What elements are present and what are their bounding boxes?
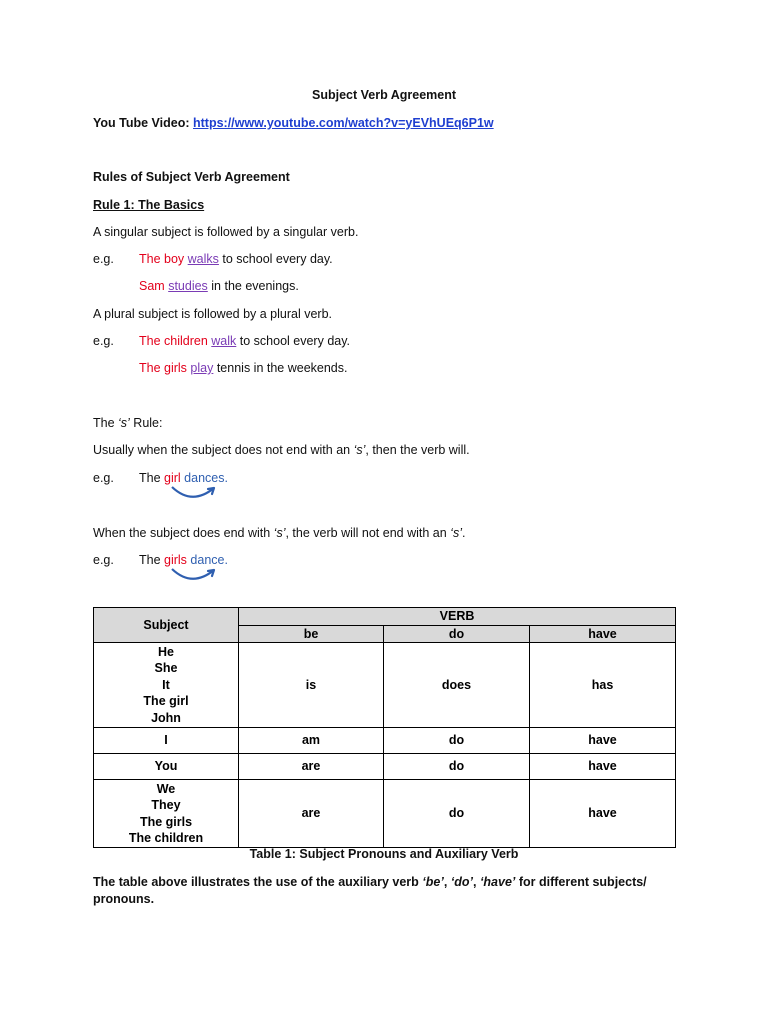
- subject-entry: I: [164, 733, 168, 748]
- example-verb: walk: [211, 334, 237, 348]
- example-sentence: [139, 279, 299, 293]
- video-line: [93, 116, 494, 130]
- subject-cell: [94, 780, 239, 848]
- eg-label: e.g.: [93, 252, 114, 266]
- s-rule-line2-pre: When the subject does end with: [93, 526, 274, 540]
- example-verb: dance.: [190, 553, 228, 567]
- s-rule-line2-post: .: [461, 526, 466, 540]
- example-subject: The children: [139, 334, 208, 348]
- do-cell: do: [384, 780, 530, 848]
- s-rule-line2-s1: ‘s’: [273, 526, 286, 540]
- table-row: [94, 754, 676, 780]
- video-label: You Tube Video:: [93, 116, 193, 130]
- example-the: The: [139, 471, 165, 485]
- be-cell: is: [239, 643, 384, 728]
- example-rest: to school every day.: [236, 334, 351, 348]
- s-rule-heading: [93, 416, 162, 430]
- subject-entry: You: [154, 759, 178, 774]
- example-rest: to school every day.: [218, 252, 333, 266]
- singular-intro: A singular subject is followed by a singular verb.: [93, 225, 359, 239]
- have-cell: have: [530, 780, 676, 848]
- subject-entry: The children: [128, 831, 204, 845]
- example-verb: studies: [168, 279, 208, 293]
- have-cell: have: [530, 754, 676, 780]
- s-rule-example: [139, 553, 228, 567]
- example-sentence: [139, 361, 347, 375]
- be-cell: am: [239, 728, 384, 754]
- table-caption: Table 1: Subject Pronouns and Auxiliary Verb: [249, 847, 519, 861]
- verb-table: [93, 607, 676, 848]
- closing-pre: The table above illustrates the use of the auxiliary verb: [93, 875, 423, 889]
- subject-cell: [94, 754, 239, 780]
- subject-entry: We: [156, 781, 176, 796]
- example-subject: The girls: [139, 361, 187, 375]
- subject-entry: John: [151, 710, 181, 725]
- eg-label: e.g.: [93, 471, 114, 485]
- s-rule-example: [139, 471, 228, 485]
- have-cell: has: [530, 643, 676, 728]
- subject-entry: It: [162, 677, 170, 692]
- example-subject: girls: [164, 553, 187, 567]
- s-rule-line1: [93, 443, 470, 457]
- s-rule-line1-s: ‘s’: [353, 443, 366, 457]
- example-rest: in the evenings.: [207, 279, 299, 293]
- do-cell: does: [384, 643, 530, 728]
- closing-have: ‘have’: [479, 875, 516, 889]
- subject-entry: The girl: [143, 694, 189, 709]
- example-verb: walks: [187, 252, 219, 266]
- rules-heading: Rules of Subject Verb Agreement: [93, 170, 290, 184]
- table-row: [94, 780, 676, 848]
- table-row: [94, 643, 676, 728]
- be-cell: are: [239, 780, 384, 848]
- s-rule-heading-post: Rule:: [129, 416, 163, 430]
- video-link[interactable]: https://www.youtube.com/watch?v=yEVhUEq6P1w: [193, 116, 494, 130]
- s-rule-line2: [93, 526, 465, 540]
- verb-column-header: have: [530, 625, 676, 643]
- curved-arrow-icon: [168, 484, 220, 502]
- have-cell: have: [530, 728, 676, 754]
- example-sentence: [139, 252, 333, 266]
- example-subject: The boy: [139, 252, 185, 266]
- s-rule-heading-s: ‘s’: [118, 416, 130, 430]
- example-period: .: [224, 471, 228, 485]
- verb-column-header: be: [239, 625, 384, 643]
- subject-entry: The girls: [139, 814, 193, 829]
- example-verb: dances: [184, 471, 225, 485]
- subject-entry: She: [154, 661, 178, 676]
- subject-entry: They: [151, 798, 181, 812]
- subject-entry: He: [158, 644, 174, 659]
- be-cell: are: [239, 754, 384, 780]
- rule1-heading: Rule 1: The Basics: [93, 198, 205, 212]
- s-rule-line2-s2: ‘s’: [450, 526, 462, 540]
- s-rule-line1-post: , then the verb will.: [365, 443, 470, 457]
- closing-do: ‘do’: [450, 875, 473, 889]
- plural-intro: A plural subject is followed by a plural verb.: [93, 307, 333, 321]
- closing-sep1: ,: [443, 875, 451, 889]
- do-cell: do: [384, 754, 530, 780]
- closing-be: ‘be’: [422, 875, 444, 889]
- page-title: Subject Verb Agreement: [311, 88, 457, 102]
- example-the: The: [139, 553, 165, 567]
- verb-column-header: do: [384, 625, 530, 643]
- verb-header: VERB: [239, 608, 676, 626]
- s-rule-line2-mid: , the verb will not end with an: [285, 526, 451, 540]
- do-cell: do: [384, 728, 530, 754]
- example-rest: tennis in the weekends.: [213, 361, 348, 375]
- example-sentence: [139, 334, 350, 348]
- closing-sep2: ,: [473, 875, 480, 889]
- example-subject: Sam: [139, 279, 165, 293]
- eg-label: e.g.: [93, 334, 114, 348]
- subject-cell: [94, 728, 239, 754]
- example-subject: girl: [164, 471, 181, 485]
- table-row: [94, 728, 676, 754]
- eg-label: e.g.: [93, 553, 114, 567]
- closing-paragraph: [93, 874, 653, 908]
- subject-cell: [94, 643, 239, 728]
- subject-header: Subject: [94, 608, 239, 643]
- example-verb: play: [190, 361, 214, 375]
- curved-arrow-icon: [168, 566, 220, 584]
- s-rule-line1-pre: Usually when the subject does not end with an: [93, 443, 354, 457]
- s-rule-heading-pre: The: [93, 416, 119, 430]
- closing-post: for different subjects/ pronouns.: [93, 875, 647, 906]
